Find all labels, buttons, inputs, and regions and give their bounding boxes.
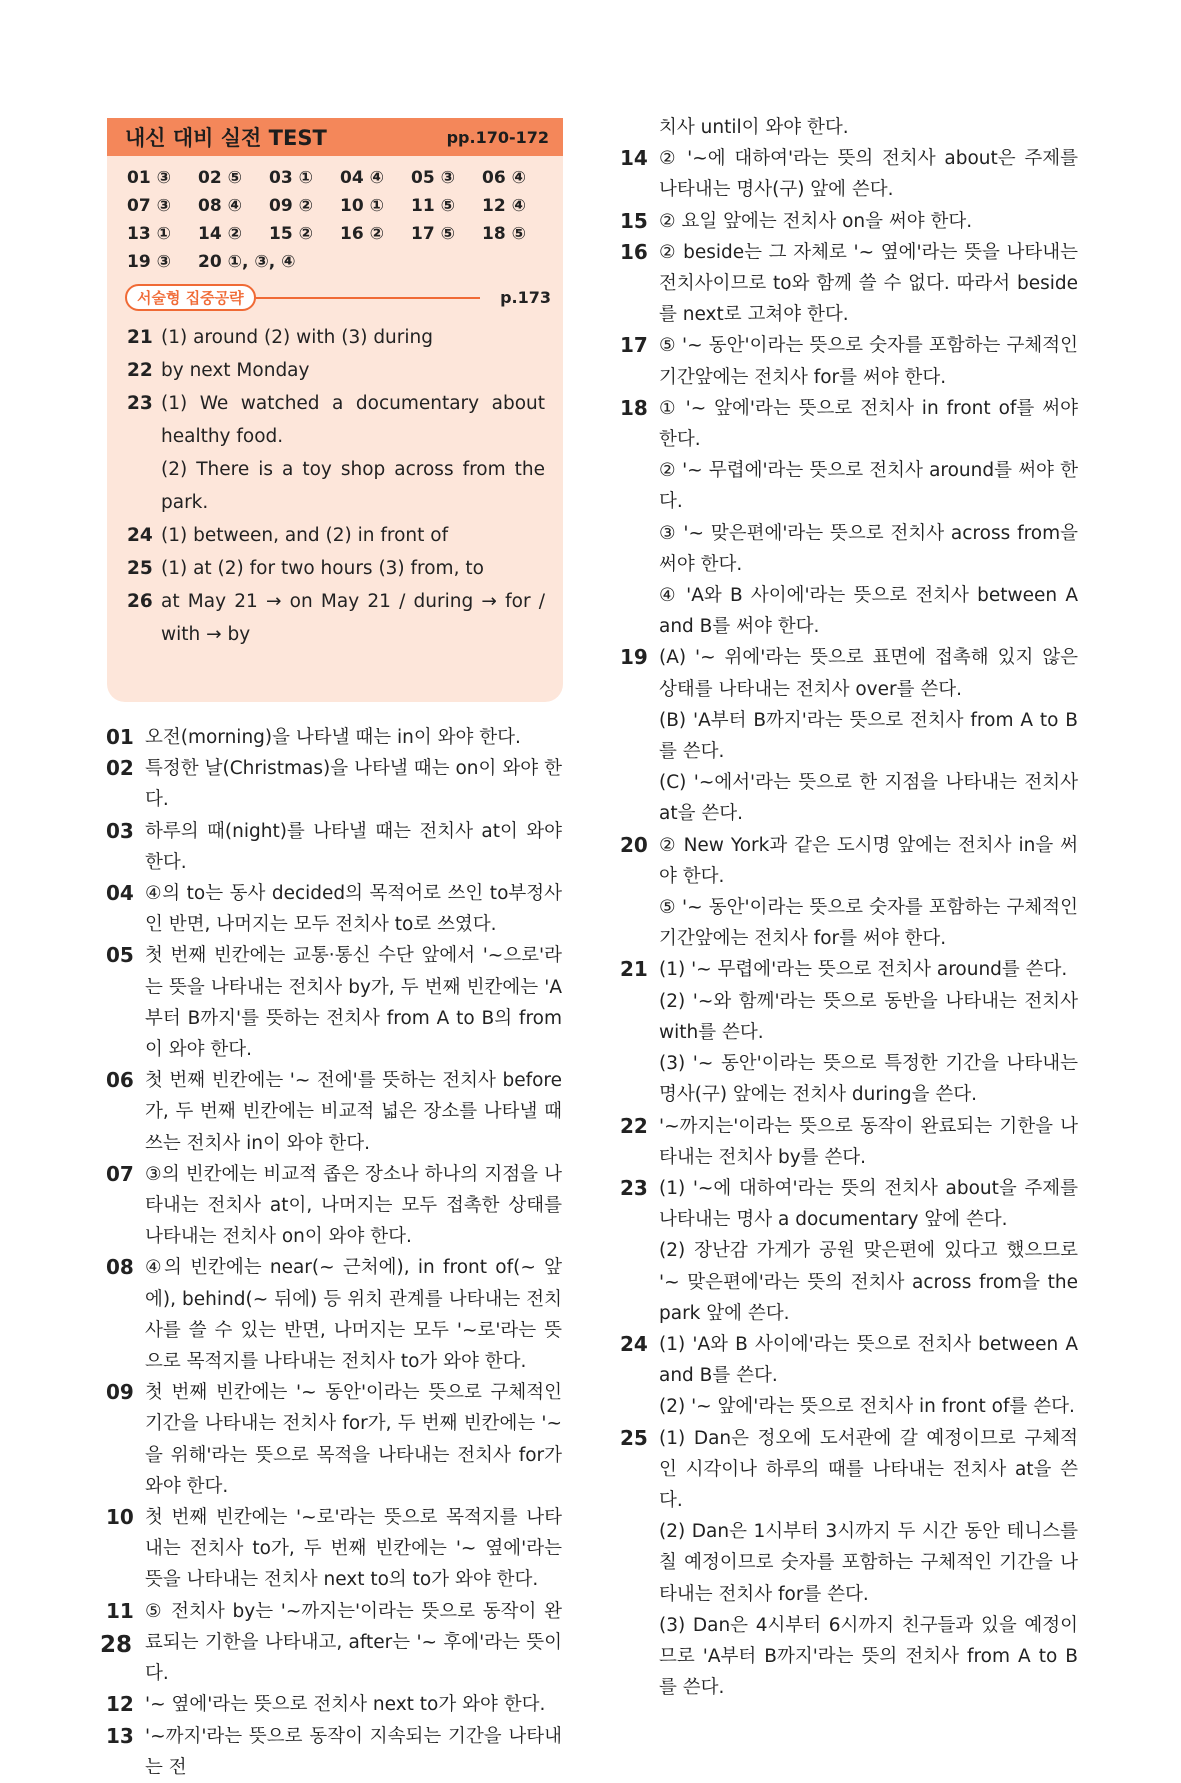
explanation-item [620, 393, 1078, 455]
explanation-item [106, 1377, 562, 1502]
item-text: ④의 to는 동사 decided의 목적어로 쓰인 to부정사인 반면, 나머지는 모두 전치사 to로 쓰였다. [145, 883, 562, 936]
answer-item: 17 ⑤ [411, 224, 455, 244]
item-number: 20 [620, 832, 648, 857]
explanation-item [620, 1329, 1078, 1391]
item-text: (3) '~ 동안'이라는 뜻으로 특정한 기간을 나타내는 명사(구) 앞에는 전치사 during을 쓴다. [659, 1053, 1078, 1106]
right-explanations [620, 112, 1078, 1703]
answer-box-header [107, 118, 563, 156]
item-text: ⑤ 전치사 by는 '~까지는'이라는 뜻으로 동작이 완료되는 기한을 나타내고, after는 '~ 후에'라는 뜻이다. [145, 1600, 562, 1685]
explanation-item [620, 206, 1078, 237]
explanation-item [106, 940, 562, 1065]
item-number: 10 [106, 1505, 134, 1530]
answer-item: 02 ⑤ [198, 168, 242, 188]
item-number: 15 [620, 208, 648, 233]
item-text: (C) '~에서'라는 뜻으로 한 지점을 나타내는 전치사 at을 쓴다. [659, 772, 1078, 825]
left-explanations [106, 722, 562, 1783]
item-text: (1) between, and (2) in front of [161, 525, 449, 546]
explanation-item [620, 986, 1078, 1048]
item-number: 19 [620, 645, 648, 670]
item-text: 첫 번째 빈칸에는 '~ 동안'이라는 뜻으로 구체적인 기간을 나타내는 전치사 for가, 두 번째 빈칸에는 '~을 위해'라는 뜻으로 목적을 나타내는 전치사 for가 와야 한다. [145, 1382, 562, 1497]
answer-item: 20 ①, ③, ④ [198, 252, 296, 272]
answer-item: 05 ③ [411, 168, 455, 188]
item-number: 05 [106, 943, 134, 968]
item-number: 21 [127, 327, 153, 348]
item-text: (1) 'A와 B 사이에'라는 뜻으로 전치사 between A and B를 쓴다. [659, 1333, 1078, 1387]
section-divider [125, 284, 551, 311]
item-text: (1) Dan은 정오에 도서관에 갈 예정이므로 구체적인 시각이나 하루의 때를 나타내는 전치사 at을 쓴다. [659, 1427, 1078, 1511]
explanation-item [620, 892, 1078, 954]
item-number: 24 [127, 525, 153, 546]
answer-item: 10 ① [340, 196, 384, 216]
item-number: 01 [106, 725, 134, 749]
item-number: 21 [620, 957, 648, 982]
item-text: '~까지'라는 뜻으로 동작이 지속되는 기간을 나타내는 전 [145, 1725, 562, 1778]
written-answer [127, 585, 545, 651]
item-text: ③ '~ 맞은편에'라는 뜻으로 전치사 across from을 써야 한다. [659, 522, 1078, 575]
item-text: 하루의 때(night)를 나타낼 때는 전치사 at이 와야 한다. [145, 820, 562, 873]
section-page: p.173 [500, 288, 551, 307]
explanation-item [620, 143, 1078, 205]
explanation-item [106, 1502, 562, 1596]
explanation-item [620, 705, 1078, 767]
answer-box [107, 118, 563, 702]
item-text: ③의 빈칸에는 비교적 좁은 장소나 하나의 지점을 나타내는 전치사 at이, 나머지는 모두 접촉한 상태를 나타내는 전치사 on이 와야 한다. [145, 1163, 562, 1248]
item-number [620, 1516, 659, 1610]
item-text: ② 요일 앞에는 전치사 on을 써야 한다. [659, 210, 973, 232]
item-text: ② New York과 같은 도시명 앞에는 전치사 in을 써야 한다. [659, 834, 1078, 887]
item-number: 06 [106, 1068, 134, 1093]
answer-item: 12 ④ [482, 196, 526, 216]
explanation-item [106, 753, 562, 815]
item-number: 17 [620, 333, 648, 358]
section-line [256, 297, 480, 299]
explanation-item [620, 330, 1078, 392]
explanation-item [620, 830, 1078, 892]
explanation-item [620, 1423, 1078, 1517]
item-text: '~까지는'이라는 뜻으로 동작이 완료되는 기한을 나타내는 전치사 by를 쓴다. [659, 1115, 1078, 1168]
item-text: 첫 번째 빈칸에는 교통·통신 수단 앞에서 '~으로'라는 뜻을 나타내는 전치사 by가, 두 번째 빈칸에는 'A부터 B까지'를 뜻하는 전치사 from A to B의 from이 와야 한다. [145, 945, 562, 1061]
item-number: 18 [620, 395, 648, 420]
answer-item: 08 ④ [198, 196, 242, 216]
item-number: 22 [620, 1113, 648, 1138]
item-text: (A) '~ 위에'라는 뜻으로 표면에 접촉해 있지 않은 상태를 나타내는 전치사 over를 쓴다. [659, 647, 1078, 700]
item-number: 23 [620, 1175, 648, 1200]
answer-item: 06 ④ [482, 168, 526, 188]
explanation-item [620, 1111, 1078, 1173]
item-number [620, 1610, 659, 1704]
explanation-item [106, 1252, 562, 1377]
answer-box-pages: pp.170-172 [446, 127, 549, 147]
explanation-item [620, 1391, 1078, 1422]
answer-item: 15 ② [269, 224, 313, 244]
item-text: (2) 장난감 가게가 공원 맞은편에 있다고 했으므로 '~ 맞은편에'라는 뜻의 전치사 across from을 the park 앞에 쓴다. [659, 1240, 1078, 1324]
item-number: 23 [127, 393, 153, 414]
item-text: (2) '~ 앞에'라는 뜻으로 전치사 in front of를 쓴다. [659, 1396, 1075, 1418]
answer-item: 16 ② [340, 224, 384, 244]
explanation-item [620, 954, 1078, 985]
explanation-item [106, 722, 562, 753]
explanation-item [620, 580, 1078, 642]
item-number: 25 [620, 1425, 648, 1450]
explanation-item [620, 112, 1078, 143]
item-number [620, 705, 659, 767]
item-number: 12 [106, 1692, 134, 1717]
answer-item: 03 ① [269, 168, 313, 188]
item-number: 14 [620, 146, 648, 171]
explanation-item [106, 878, 562, 940]
explanation-item [106, 816, 562, 878]
item-number: 16 [620, 239, 648, 264]
explanation-item [620, 455, 1078, 517]
item-number [620, 580, 659, 642]
item-text: '~ 옆에'라는 뜻으로 전치사 next to가 와야 한다. [145, 1694, 546, 1716]
item-number [127, 453, 161, 519]
explanation-item [106, 1721, 562, 1783]
item-text: ④ 'A와 B 사이에'라는 뜻으로 전치사 between A and B를 써야 한다. [659, 585, 1078, 638]
item-text: ④의 빈칸에는 near(~ 근처에), in front of(~ 앞에), behind(~ 뒤에) 등 위치 관계를 나타내는 전치사를 쓸 수 있는 반면, 나머지는 모두 '~로'라는 뜻으로 목적지를 나타내는 전치사 to가 와야 한다. [145, 1257, 562, 1373]
item-text: (1) around (2) with (3) during [161, 327, 433, 348]
item-text: (1) at (2) for two hours (3) from, to [161, 558, 484, 579]
item-number [620, 1235, 659, 1329]
item-text: (1) '~에 대하여'라는 뜻의 전치사 about을 주제를 나타내는 명사 a documentary 앞에 쓴다. [659, 1177, 1078, 1231]
answer-item: 04 ④ [340, 168, 384, 188]
answer-item: 18 ⑤ [482, 224, 526, 244]
item-text: ⑤ '~ 동안'이라는 뜻으로 숫자를 포함하는 구체적인 기간앞에는 전치사 for를 써야 한다. [659, 335, 1078, 388]
explanation-item [620, 1048, 1078, 1110]
page-number: 28 [100, 1632, 133, 1658]
item-text: (B) 'A부터 B까지'라는 뜻으로 전치사 from A to B를 쓴다. [659, 709, 1078, 763]
answer-item: 09 ② [269, 196, 313, 216]
explanation-item [106, 1065, 562, 1159]
item-text: at May 21 → on May 21 / during → for / with → by [161, 591, 545, 645]
item-number: 07 [106, 1161, 134, 1186]
written-answer [127, 552, 545, 585]
explanation-item [106, 1596, 562, 1690]
item-number: 08 [106, 1255, 134, 1280]
written-answer [127, 453, 545, 519]
answer-item: 19 ③ [127, 252, 171, 272]
explanation-item [620, 518, 1078, 580]
explanation-item [106, 1159, 562, 1253]
written-answer [127, 354, 545, 387]
item-text: ① '~ 앞에'라는 뜻으로 전치사 in front of를 써야 한다. [659, 397, 1078, 451]
written-answers [107, 311, 563, 651]
answer-item: 13 ① [127, 224, 171, 244]
item-text: (2) Dan은 1시부터 3시까지 두 시간 동안 테니스를 칠 예정이므로 숫자를 포함하는 구체적인 기간을 나타내는 전치사 for를 쓴다. [659, 1521, 1078, 1605]
item-text: (1) We watched a documentary about healthy food. [161, 393, 545, 447]
item-text: 특정한 날(Christmas)을 나타낼 때는 on이 와야 한다. [145, 758, 562, 811]
item-number [620, 1048, 659, 1110]
item-number: 24 [620, 1331, 648, 1356]
item-text: ② '~ 무렵에'라는 뜻으로 전치사 around를 써야 한다. [659, 460, 1078, 513]
item-text: 첫 번째 빈칸에는 '~ 전에'를 뜻하는 전치사 before가, 두 번째 빈칸에는 비교적 넓은 장소를 나타낼 때 쓰는 전치사 in이 와야 한다. [145, 1070, 562, 1154]
item-text: (3) Dan은 4시부터 6시까지 친구들과 있을 예정이므로 'A부터 B까지'라는 뜻의 전치사 from A to B를 쓴다. [659, 1614, 1078, 1699]
item-number [620, 892, 659, 954]
explanation-item [620, 642, 1078, 704]
explanation-item [620, 1610, 1078, 1704]
item-number: 09 [106, 1380, 134, 1405]
explanation-item [620, 1516, 1078, 1610]
item-text: by next Monday [161, 360, 310, 381]
item-text: (2) There is a toy shop across from the park. [161, 459, 545, 513]
explanation-item [106, 1689, 562, 1720]
item-text: ⑤ '~ 동안'이라는 뜻으로 숫자를 포함하는 구체적인 기간앞에는 전치사 for를 써야 한다. [659, 897, 1078, 950]
item-number: 04 [106, 881, 134, 906]
item-number: 13 [106, 1723, 134, 1748]
answer-item: 01 ③ [127, 168, 171, 188]
written-answer [127, 321, 545, 354]
item-number [620, 455, 659, 517]
item-number: 26 [127, 591, 153, 612]
item-number [620, 518, 659, 580]
answer-item: 14 ② [198, 224, 242, 244]
item-number [620, 1391, 659, 1422]
answer-box-title: 내신 대비 실전 TEST [125, 126, 327, 150]
written-answer [127, 387, 545, 453]
item-text: 오전(morning)을 나타낼 때는 in이 와야 한다. [145, 727, 521, 748]
explanation-item [620, 1235, 1078, 1329]
item-text: 치사 until이 와야 한다. [659, 117, 849, 138]
explanation-item [620, 1173, 1078, 1235]
item-text: (1) '~ 무렵에'라는 뜻으로 전치사 around를 쓴다. [659, 959, 1068, 981]
explanation-item [620, 237, 1078, 331]
item-number: 03 [106, 818, 134, 843]
item-number: 25 [127, 558, 153, 579]
section-badge: 서술형 집중공략 [125, 284, 256, 311]
item-number: 02 [106, 756, 134, 781]
item-number: 22 [127, 360, 153, 381]
written-answer [127, 519, 545, 552]
answer-item: 11 ⑤ [411, 196, 455, 216]
item-number [620, 767, 659, 829]
item-text: 첫 번째 빈칸에는 '~로'라는 뜻으로 목적지를 나타내는 전치사 to가, 두 번째 빈칸에는 '~ 옆에'라는 뜻을 나타내는 전치사 next to의 to가 와야 한다. [145, 1507, 562, 1591]
answer-item: 07 ③ [127, 196, 171, 216]
item-number [620, 112, 659, 143]
item-text: (2) '~와 함께'라는 뜻으로 동반을 나타내는 전치사 with를 쓴다. [659, 990, 1078, 1043]
item-text: ② '~에 대하여'라는 뜻의 전치사 about은 주제를 나타내는 명사(구) 앞에 쓴다. [659, 148, 1078, 201]
item-number [620, 986, 659, 1048]
item-text: ② beside는 그 자체로 '~ 옆에'라는 뜻을 나타내는 전치사이므로 to와 함께 쓸 수 없다. 따라서 beside를 next로 고쳐야 한다. [659, 241, 1078, 326]
item-number: 11 [106, 1598, 134, 1623]
explanation-item [620, 767, 1078, 829]
answer-grid [107, 156, 563, 272]
